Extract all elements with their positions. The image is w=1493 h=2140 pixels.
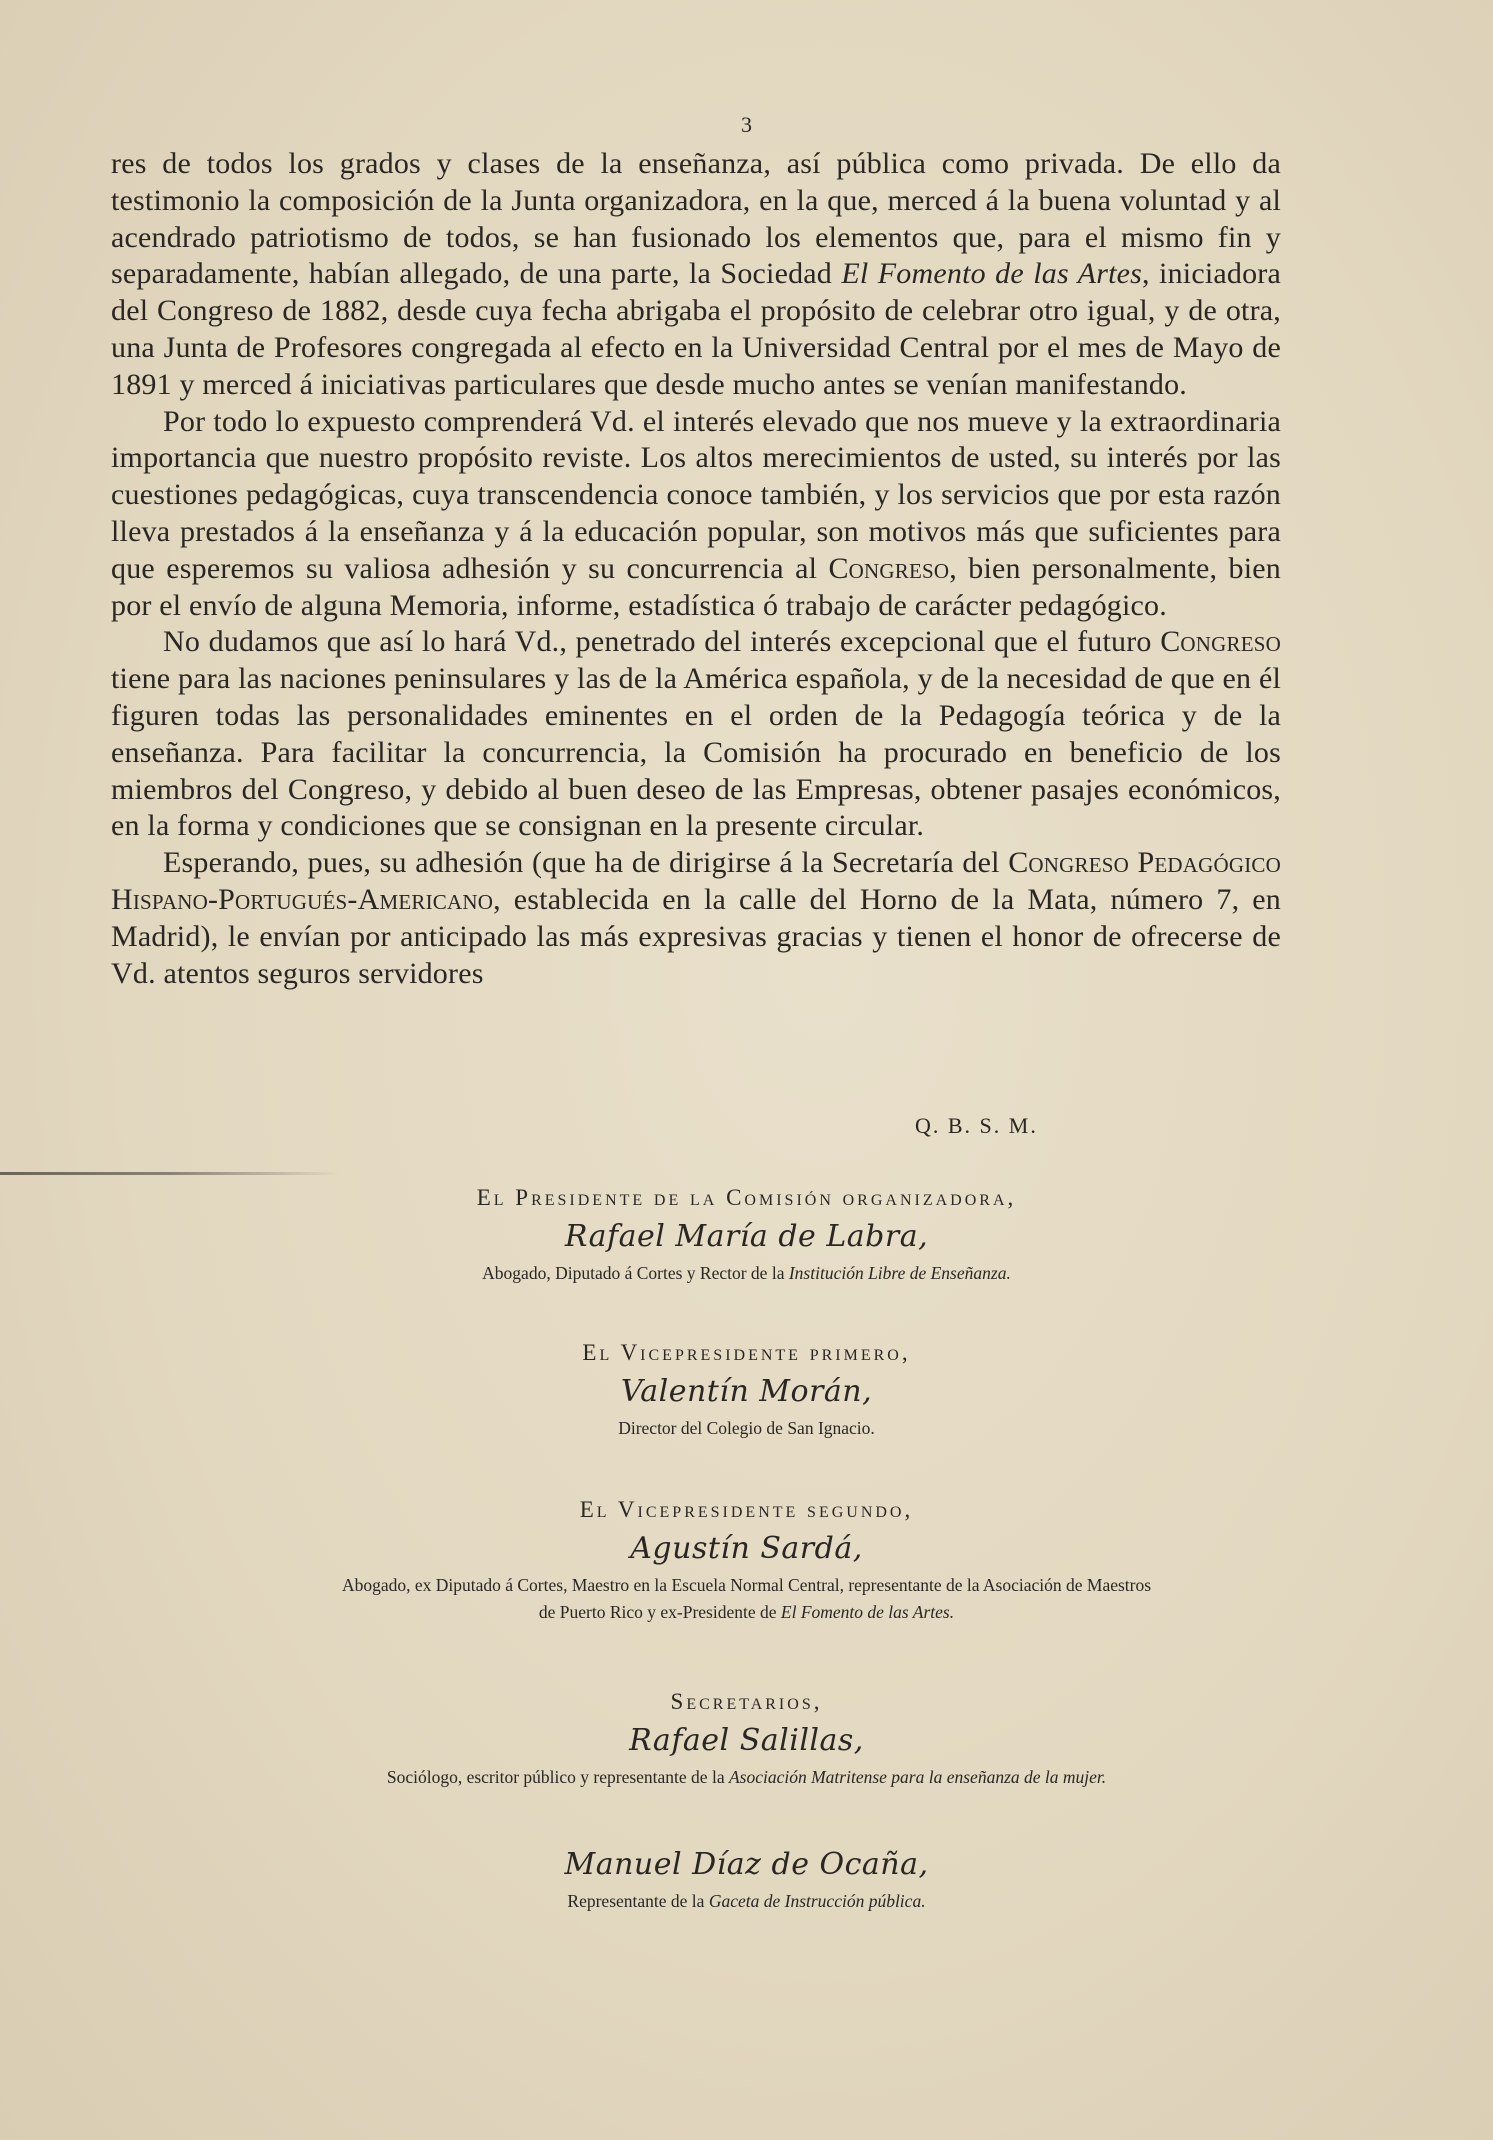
paragraph-2 [111,404,1281,625]
signatory-secretary-second [0,1847,1493,1915]
italic-text: Gaceta de Instrucción pública. [708,1891,926,1911]
text-run: , bien personalmente, bien por el envío de alguna Memoria, informe, estadística ó trabajo de carácter pedagógico. [111,551,1281,622]
paragraph-3 [111,624,1281,845]
text-run: de Puerto Rico y ex-Presidente de [538,1602,781,1622]
paper-fold-mark [0,1172,340,1175]
italic-text: Asociación Matritense para la enseñanza de la mujer. [728,1767,1107,1787]
signatory-credential [0,1888,1493,1915]
text-run: res de todos los grados y clases de la enseñanza, así pública como privada. De ello da testimonio la composición de la Junta organizadora, en la que, merced á la buena voluntad y al acendrado patriotismo de todos, se han fusionado los elementos que, para el mismo fin y separadamente, habían allegado, de una parte, la Sociedad [111,147,1281,291]
text-run: tiene para las naciones peninsulares y las de la América española, y de la necesidad de que en él figuren todas las personalidades eminentes en el orden de la Pedagogía teórica y de la enseñanza. Para facilitar la concurrencia, la Comisión ha procurado en beneficio de los miembros del Congreso, y debido al buen deseo de las Empresas, obtener pasajes económicos, en la forma y condiciones que se consignan en la presente circular. [111,662,1281,843]
small-caps-text: Congreso Pedagógico Hispano-Portugués-Americano [111,846,1281,916]
signatory-credential [0,1764,1493,1791]
paragraph-1 [111,146,1281,404]
letter-body [111,146,1281,992]
signatory-role: El Vicepresidente segundo, [579,1497,914,1522]
text-run: Por todo lo expuesto comprenderá Vd. el interés elevado que nos mueve y la extraordinaria importancia que nuestro propósito reviste. Los altos merecimientos de usted, su interés por las cuestiones pedagógicas, cuya transcendencia conoce también, y los servicios que por esta razón lleva prestados á la enseñanza y á la educación popular, son motivos más que suficientes para que esperemos su valiosa adhesión y su concurrencia al [111,404,1281,585]
text-run: Director del Colegio de San Ignacio. [618,1418,875,1438]
signatory-signature: Rafael María de Labra, [564,1219,929,1254]
text-run: Abogado, Diputado á Cortes y Rector de la [482,1263,789,1283]
small-caps-text: Congreso [1160,625,1281,659]
signatory-signature: Valentín Morán, [620,1374,873,1409]
signatory-vicepresident-first [0,1340,1493,1442]
signatory-role: El Vicepresidente primero, [582,1340,911,1365]
italic-text: El Fomento de las Artes [841,257,1142,291]
signatory-credential [0,1260,1493,1287]
italic-text: Institución Libre de Enseñanza. [788,1263,1011,1283]
signatory-role: Secretarios, [670,1689,823,1714]
signatory-signature: Manuel Díaz de Ocaña, [564,1847,929,1882]
small-caps-text: Congreso [828,551,950,585]
italic-text: El Fomento de las Artes. [780,1602,955,1622]
signatory-role: El Presidente de la Comisión organizadora, [476,1185,1017,1210]
closing-formula: Q. B. S. M. [915,1113,1038,1138]
text-run: Representante de la [567,1891,709,1911]
signatory-signature: Rafael Salillas, [629,1723,864,1758]
text-run: Abogado, ex Diputado á Cortes, Maestro en la Escuela Normal Central, representante de la Asociación de Maestros [341,1575,1152,1595]
signatory-credential [0,1415,1493,1442]
text-run: No dudamos que así lo hará Vd., penetrado del interés excepcional que el futuro [163,625,1161,659]
signatory-credential [0,1572,1493,1626]
text-run: Esperando, pues, su adhesión (que ha de dirigirse á la Secretaría del [163,846,1009,880]
text-run: , establecida en la calle del Horno de la Mata, número 7, en Madrid), le envían por anticipado las más expresivas gracias y tienen el honor de ofrecerse de Vd. atentos seguros servidores [111,882,1281,990]
text-run: , iniciadora del Congreso de 1882, desde cuya fecha abrigaba el propósito de celebrar otro igual, y de otra, una Junta de Profesores congregada al efecto en la Universidad Central por el mes de Mayo de 1891 y merced á iniciativas particulares que desde mucho antes se venían manifestando. [111,257,1281,401]
signatory-vicepresident-second [0,1497,1493,1626]
signatory-president [0,1185,1493,1287]
page-number: 3 [741,112,752,137]
paragraph-4 [111,845,1281,992]
text-run: Sociólogo, escritor público y representante de la [386,1767,729,1787]
signatory-secretary-first [0,1689,1493,1791]
signatory-signature: Agustín Sardá, [630,1531,863,1566]
